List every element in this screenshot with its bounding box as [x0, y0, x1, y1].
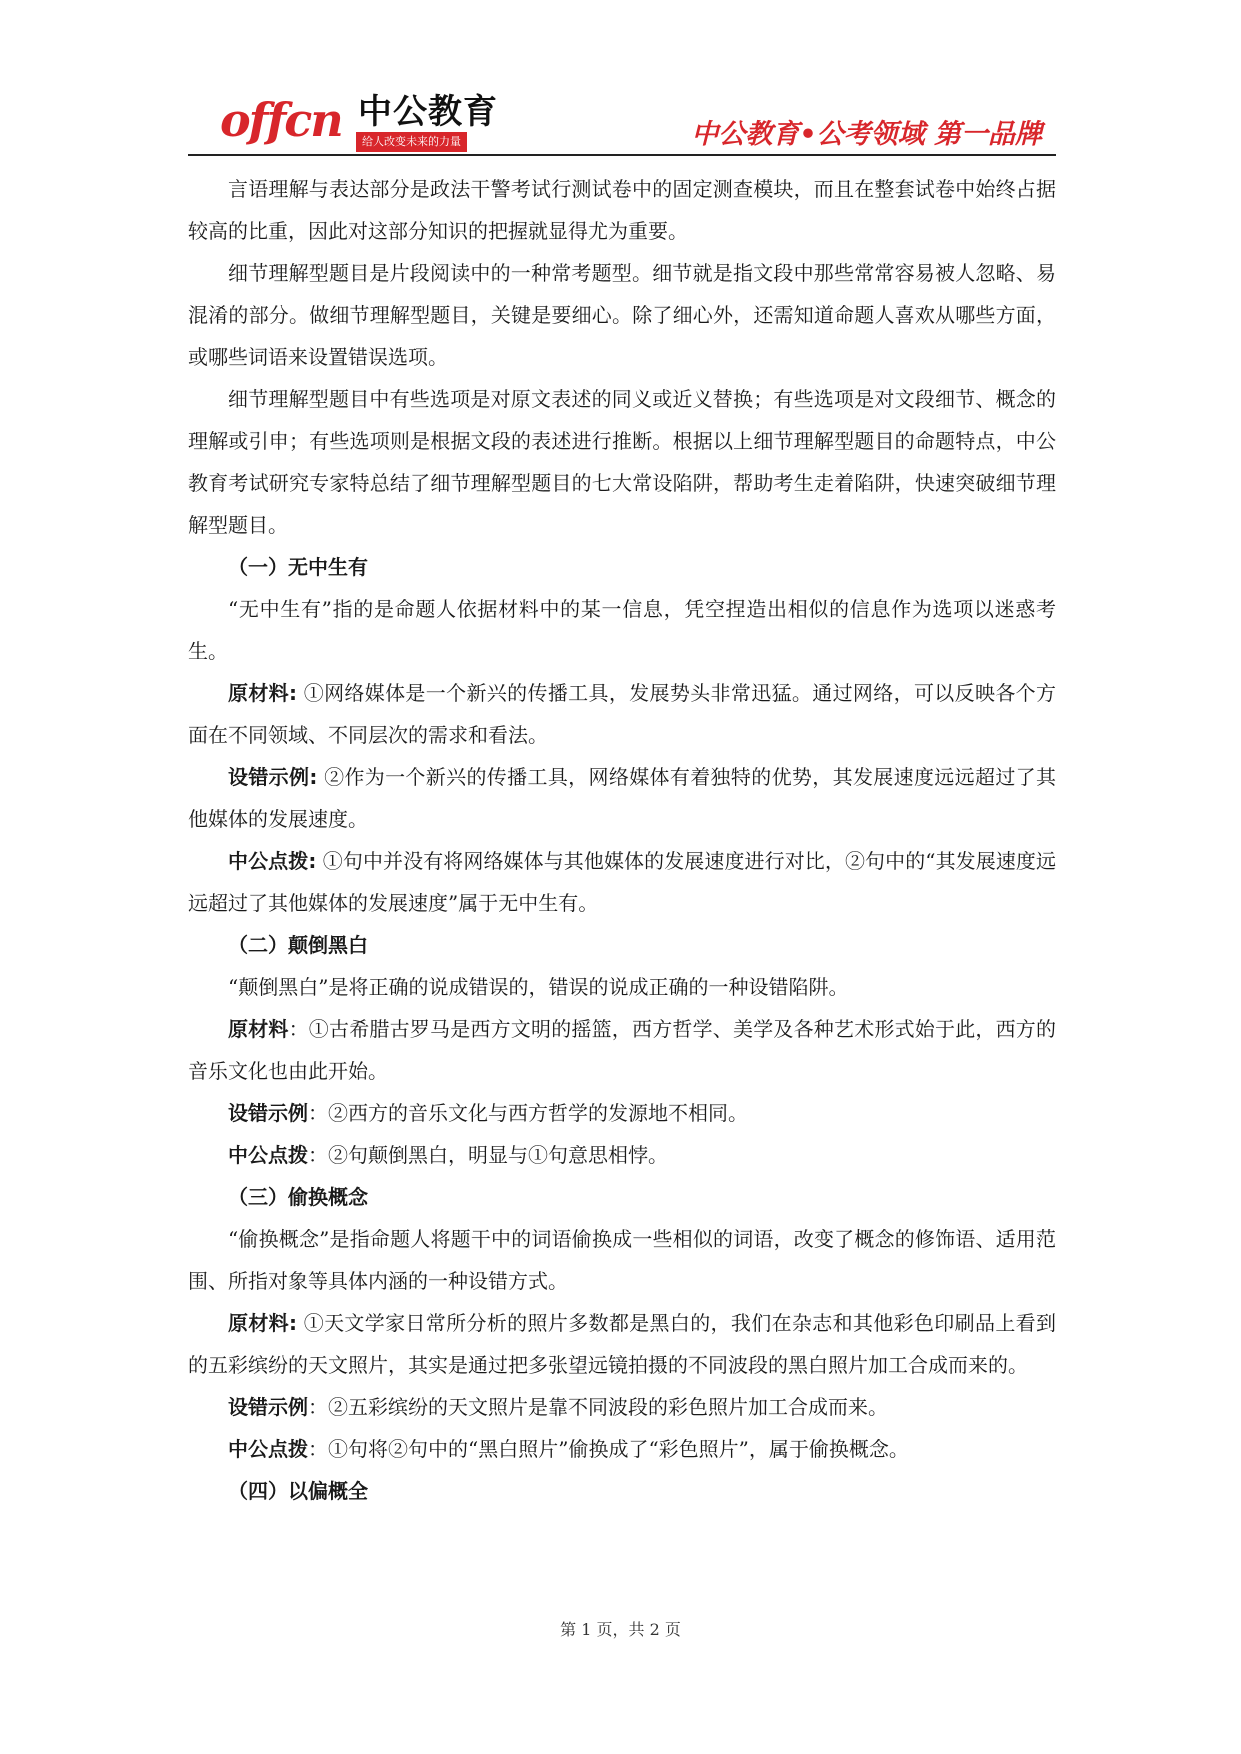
paragraph-text: ：②句颠倒黑白，明显与①句意思相悖。: [308, 1143, 668, 1167]
paragraph-label: 中公点拨: [228, 1143, 308, 1167]
paragraph-text: ：②五彩缤纷的天文照片是靠不同波段的彩色照片加工合成而来。: [308, 1395, 888, 1419]
section-heading: （三）偷换概念: [228, 1185, 368, 1209]
paragraph-label: 中公点拨:: [228, 849, 317, 873]
paragraph-text: ①句中并没有将网络媒体与其他媒体的发展速度进行对比，②句中的“其发展速度远远超过了其他媒体的发展速度”属于无中生有。: [188, 849, 1056, 915]
labeled-paragraph: [188, 840, 1056, 924]
labeled-paragraph: [188, 1302, 1056, 1386]
body-paragraph: 细节理解型题目是片段阅读中的一种常考题型。细节就是指文段中那些常常容易被人忽略、易混淆的部分。做细节理解型题目，关键是要细心。除了细心外，还需知道命题人喜欢从哪些方面，或哪些词语来设置错误选项。: [188, 261, 1056, 369]
paragraph-text: ①网络媒体是一个新兴的传播工具，发展势头非常迅猛。通过网络，可以反映各个方面在不同领域、不同层次的需求和看法。: [188, 681, 1057, 747]
paragraph-text: ②作为一个新兴的传播工具，网络媒体有着独特的优势，其发展速度远远超过了其他媒体的发展速度。: [188, 765, 1057, 831]
section-heading: （二）颠倒黑白: [228, 933, 368, 957]
page-footer: 第 1 页，共 2 页: [560, 1620, 681, 1639]
paragraph-label: 设错示例: [228, 1101, 308, 1125]
paragraph-label: 中公点拨: [228, 1437, 308, 1461]
page-header: [188, 88, 1056, 156]
logo-cn-text: 中公教育: [358, 92, 498, 132]
brand-slogan: 中公教育•公考领域 第一品牌: [691, 119, 1042, 150]
body-paragraph: “偷换概念”是指命题人将题干中的词语偷换成一些相似的词语，改变了概念的修饰语、适用范围、所指对象等具体内涵的一种设错方式。: [188, 1227, 1056, 1293]
paragraph-label: 原材料:: [228, 1311, 298, 1335]
labeled-paragraph: [188, 1092, 1056, 1134]
document-body: [188, 168, 1056, 1512]
labeled-paragraph: [188, 1008, 1056, 1092]
labeled-paragraph: [188, 1428, 1056, 1470]
paragraph-label: 原材料:: [228, 681, 298, 705]
labeled-paragraph: [188, 1134, 1056, 1176]
labeled-paragraph: [188, 1386, 1056, 1428]
paragraph-label: 设错示例:: [228, 765, 318, 789]
logo-en-text: offcn: [220, 93, 342, 147]
body-paragraph: 言语理解与表达部分是政法干警考试行测试卷中的固定测查模块，而且在整套试卷中始终占据较高的比重，因此对这部分知识的把握就显得尤为重要。: [188, 177, 1056, 243]
paragraph-label: 原材料: [228, 1017, 289, 1041]
section-heading: （四）以偏概全: [228, 1479, 368, 1503]
section-heading: （一）无中生有: [228, 555, 368, 579]
logo-slogan: 给人改变未来的力量: [356, 132, 467, 152]
body-paragraph: 细节理解型题目中有些选项是对原文表述的同义或近义替换；有些选项是对文段细节、概念的理解或引申；有些选项则是根据文段的表述进行推断。根据以上细节理解型题目的命题特点，中公教育考试研究专家特总结了细节理解型题目的七大常设陷阱，帮助考生走着陷阱，快速突破细节理解型题目。: [188, 387, 1056, 537]
body-paragraph: “无中生有”指的是命题人依据材料中的某一信息，凭空捏造出相似的信息作为选项以迷惑考生。: [188, 597, 1056, 663]
paragraph-text: ：①句将②句中的“黑白照片”偷换成了“彩色照片”，属于偷换概念。: [308, 1437, 909, 1461]
labeled-paragraph: [188, 756, 1056, 840]
paragraph-text: ①天文学家日常所分析的照片多数都是黑白的，我们在杂志和其他彩色印刷品上看到的五彩缤纷的天文照片，其实是通过把多张望远镜拍摄的不同波段的黑白照片加工合成而来的。: [188, 1311, 1057, 1377]
paragraph-text: ：②西方的音乐文化与西方哲学的发源地不相同。: [308, 1101, 748, 1125]
labeled-paragraph: [188, 672, 1056, 756]
paragraph-text: ：①古希腊古罗马是西方文明的摇篮，西方哲学、美学及各种艺术形式始于此，西方的音乐文化也由此开始。: [188, 1017, 1057, 1083]
offcn-logo: [220, 92, 660, 152]
body-paragraph: “颠倒黑白”是将正确的说成错误的，错误的说成正确的一种设错陷阱。: [228, 975, 849, 999]
paragraph-label: 设错示例: [228, 1395, 308, 1419]
